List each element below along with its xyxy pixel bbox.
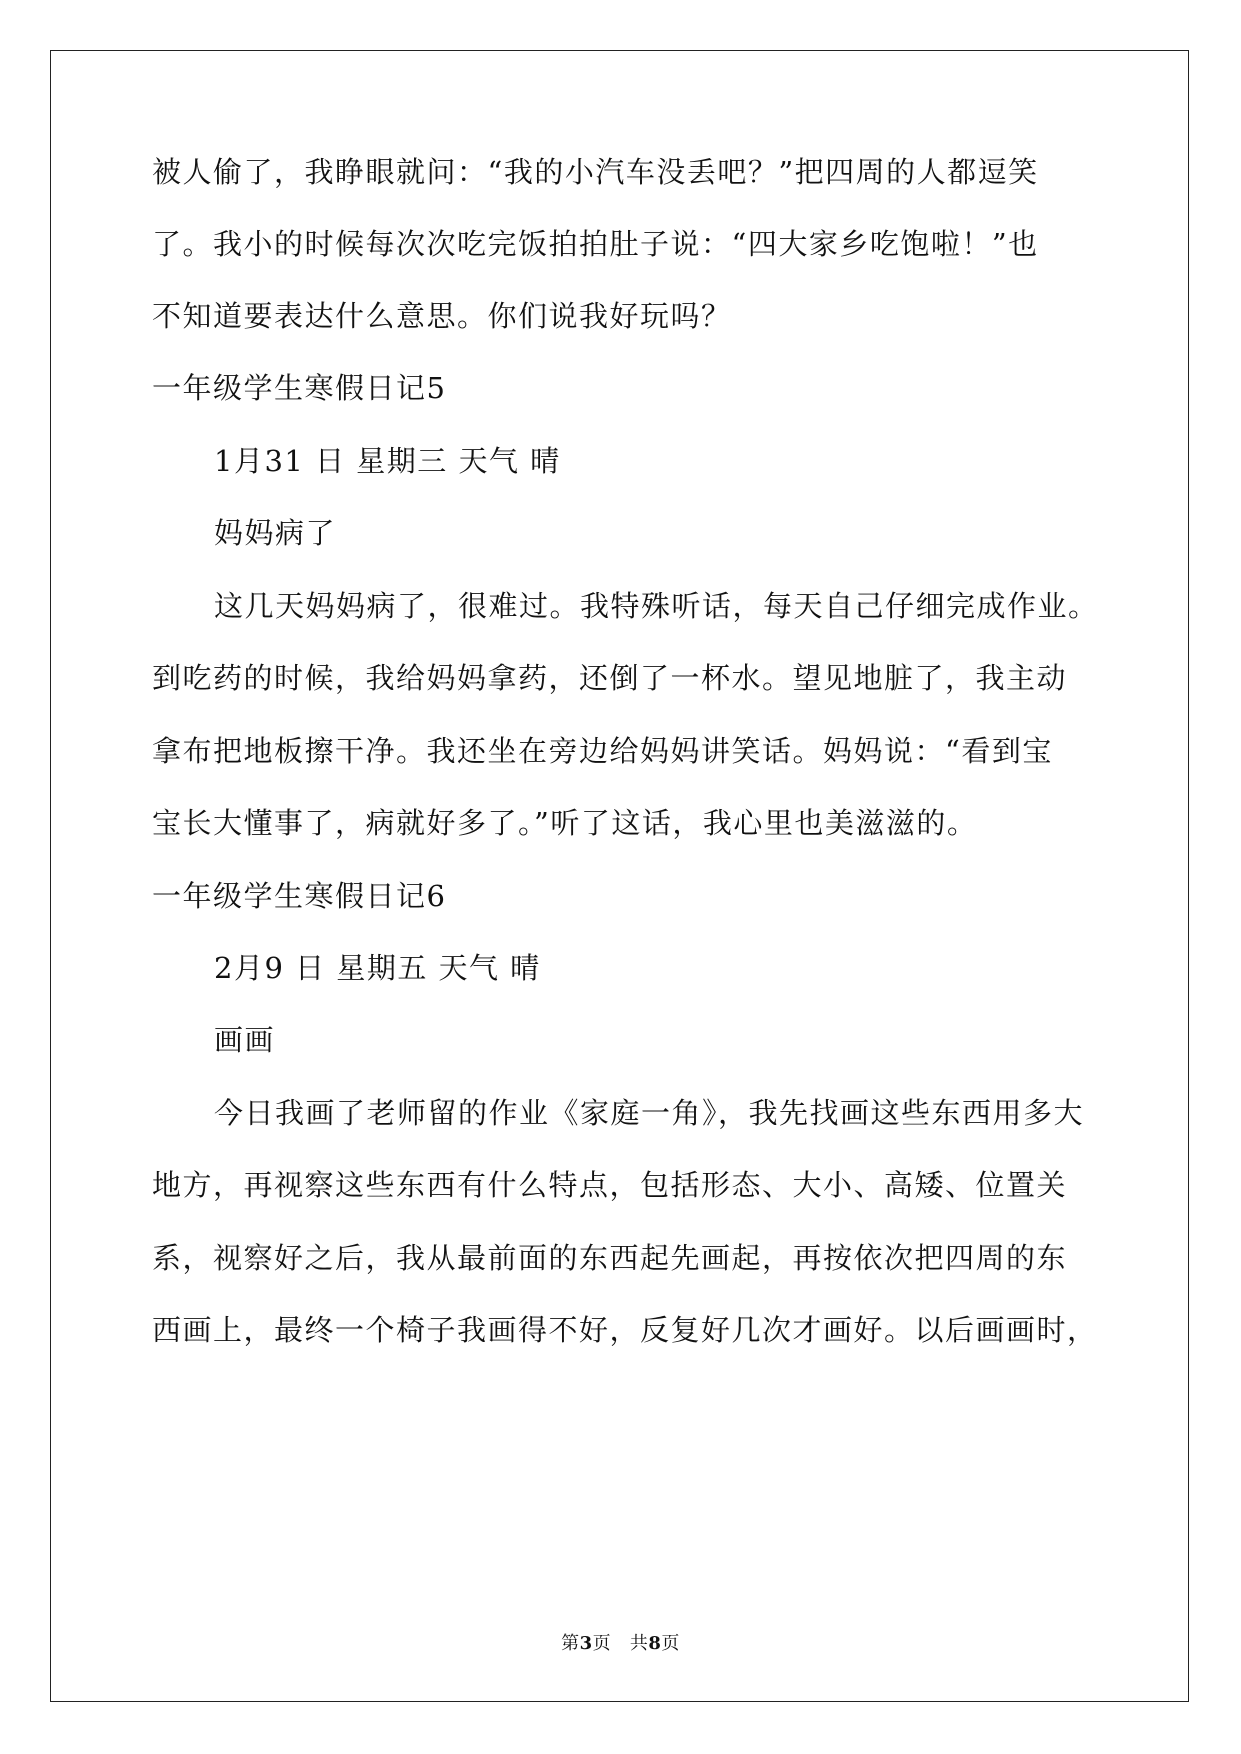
body-text-line: 西画上，最终一个椅子我画得不好，反复好几次才画好。以后画画时，: [152, 1313, 1098, 1347]
body-text-line: 这几天妈妈病了，很难过。我特殊听话，每天自己仔细完成作业。: [214, 589, 1099, 623]
body-text-line: 到吃药的时候，我给妈妈拿药，还倒了一杯水。望见地脏了，我主动: [152, 661, 1068, 695]
body-text-line: 了。我小的时候每次次吃完饭拍拍肚子说：“四大家乡吃饱啦！”也: [152, 227, 1039, 261]
body-text-line: 宝长大懂事了，病就好多了。”听了这话，我心里也美滋滋的。: [152, 806, 978, 840]
body-text-line: 拿布把地板擦干净。我还坐在旁边给妈妈讲笑话。妈妈说：“看到宝: [152, 734, 1053, 768]
body-text-line: 地方，再视察这些东西有什么特点，包括形态、大小、高矮、位置关: [152, 1168, 1068, 1202]
body-text-line: 不知道要表达什么意思。你们说我好玩吗？: [152, 299, 732, 333]
page-footer: [0, 1632, 1241, 1656]
diary-date-line: 2月9 日 星期五 天气 晴: [214, 951, 541, 985]
total-prefix: 共: [629, 1633, 649, 1654]
body-text-line: 被人偷了，我睁眼就问：“我的小汽车没丢吧？”把四周的人都逗笑: [152, 155, 1039, 189]
body-text-line: 今日我画了老师留的作业《家庭一角》，我先找画这些东西用多大: [214, 1096, 1085, 1130]
diary-title: 妈妈病了: [214, 516, 337, 550]
body-text-line: 系，视察好之后，我从最前面的东西起先画起，再按依次把四周的东: [152, 1241, 1068, 1275]
page-number: 3: [579, 1633, 593, 1654]
section-heading: 一年级学生寒假日记5: [152, 371, 447, 405]
total-suffix: 页: [661, 1633, 680, 1654]
section-heading: 一年级学生寒假日记6: [152, 879, 447, 913]
total-pages: 8: [648, 1633, 662, 1654]
page-prefix: 第: [561, 1633, 580, 1654]
diary-title: 画画: [214, 1023, 276, 1057]
diary-date-line: 1月31 日 星期三 天气 晴: [214, 444, 561, 478]
page-suffix: 页: [592, 1633, 612, 1654]
